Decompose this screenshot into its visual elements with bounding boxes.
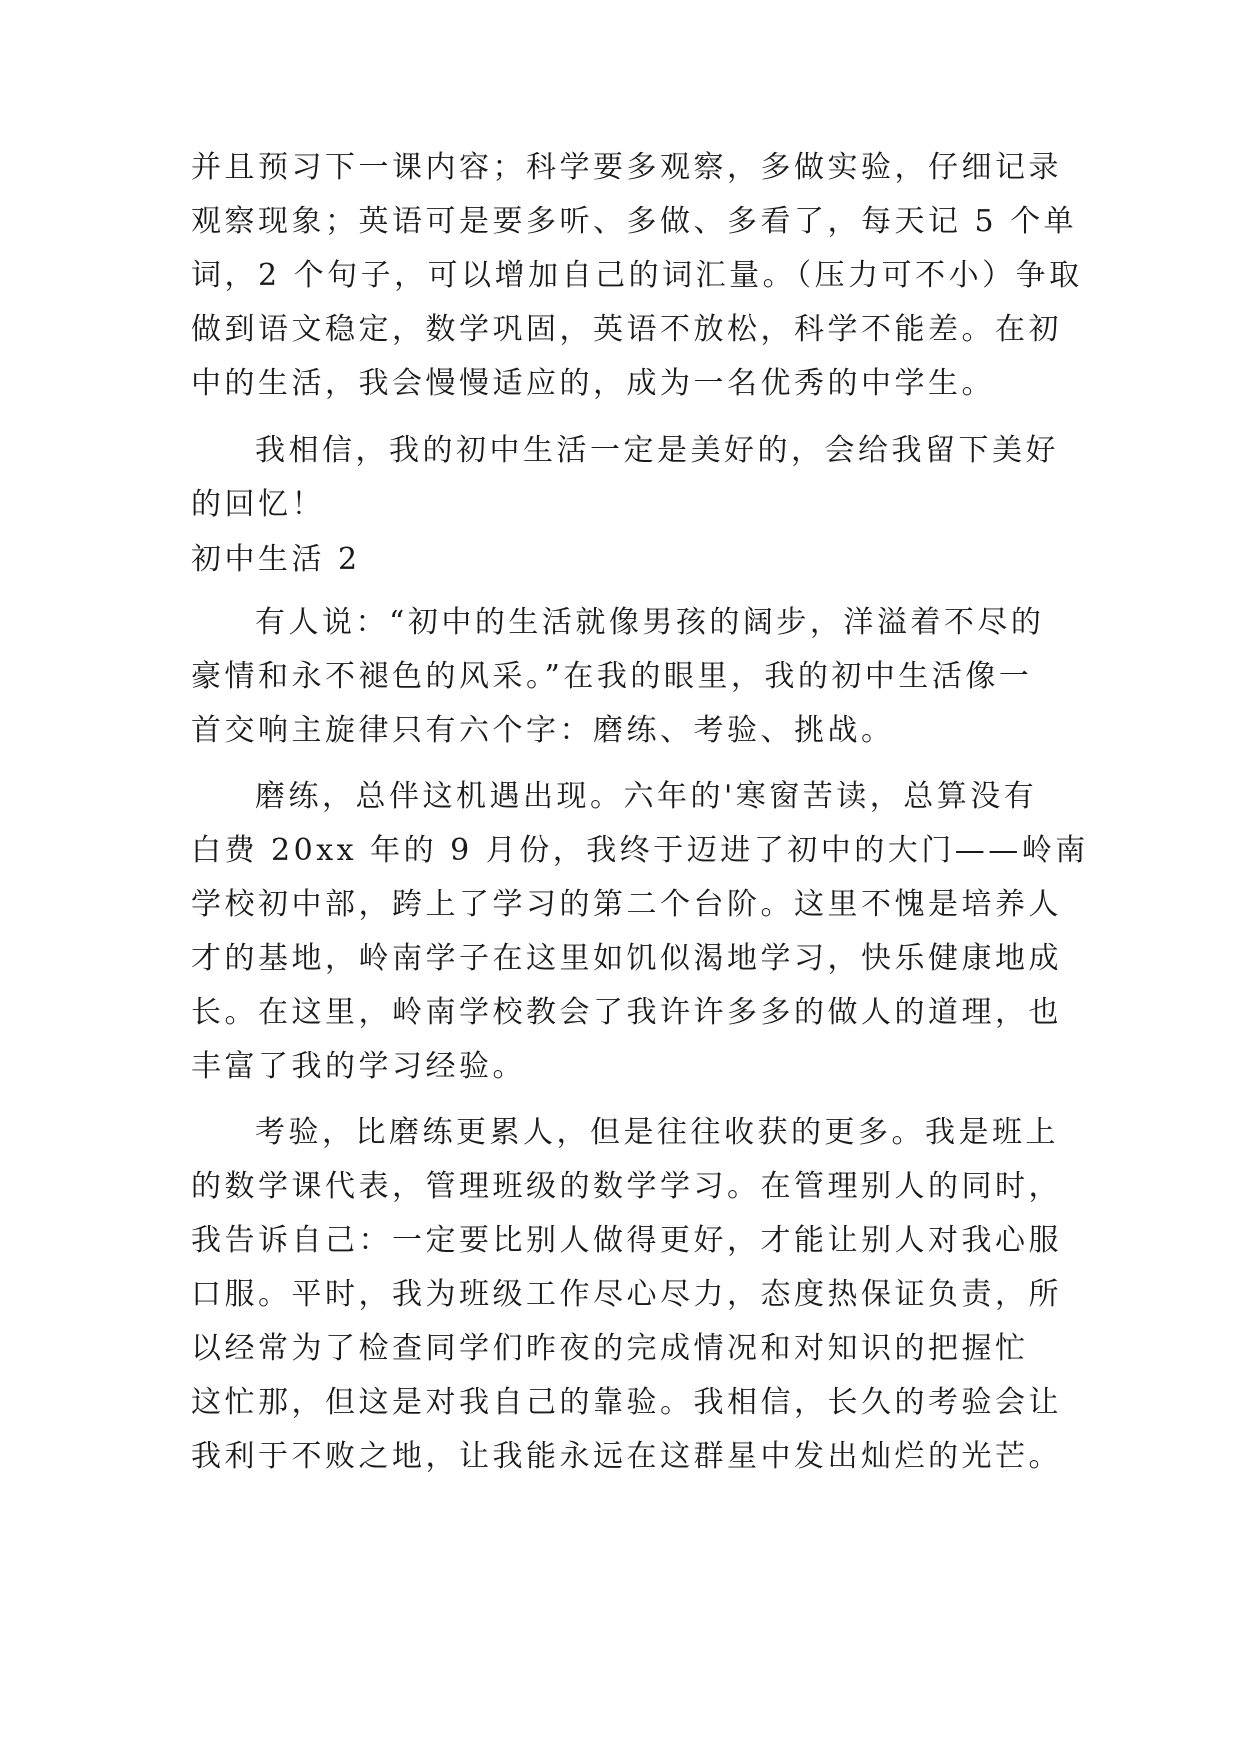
text-line: 并且预习下一课内容；科学要多观察，多做实验，仔细记录 (191, 150, 1062, 185)
text-line: 的回忆！ (191, 487, 325, 522)
text-line: 中的生活，我会慢慢适应的，成为一名优秀的中学生。 (191, 366, 995, 401)
paragraph-first-line: 磨练，总伴这机遇出现。六年的'寒窗苦读，总算没有 (255, 779, 1038, 814)
text-line: 我利于不败之地，让我能永远在这群星中发出灿烂的光芒。 (191, 1439, 1062, 1474)
text-line: 做到语文稳定，数学巩固，英语不放松，科学不能差。在初 (191, 312, 1062, 347)
text-line: 的数学课代表，管理班级的数学学习。在管理别人的同时， (191, 1169, 1062, 1204)
paragraph-first-line: 考验，比磨练更累人，但是往往收获的更多。我是班上 (255, 1115, 1059, 1150)
text-line: 首交响主旋律只有六个字：磨练、考验、挑战。 (191, 713, 895, 748)
section-heading: 初中生活 2 (191, 542, 361, 577)
text-line: 才的基地，岭南学子在这里如饥似渴地学习，快乐健康地成 (191, 941, 1062, 976)
text-line: 这忙那，但这是对我自己的靠验。我相信，长久的考验会让 (191, 1385, 1062, 1420)
text-line: 口服。平时，我为班级工作尽心尽力，态度热保证负责，所 (191, 1277, 1062, 1312)
text-line: 词，2 个句子，可以增加自己的词汇量。（压力可不小）争取 (191, 258, 1083, 293)
text-line: 我告诉自己：一定要比别人做得更好，才能让别人对我心服 (191, 1223, 1062, 1258)
text-line: 豪情和永不褪色的风采。”在我的眼里，我的初中生活像一 (191, 659, 1033, 694)
text-line: 长。在这里，岭南学校教会了我许许多多的做人的道理，也 (191, 995, 1062, 1030)
text-line: 学校初中部，跨上了学习的第二个台阶。这里不愧是培养人 (191, 887, 1062, 922)
text-line: 以经常为了检查同学们昨夜的完成情况和对知识的把握忙 (191, 1331, 1029, 1366)
paragraph-first-line: 我相信，我的初中生活一定是美好的，会给我留下美好 (255, 433, 1059, 468)
paragraph-first-line: 有人说：“初中的生活就像男孩的阔步，洋溢着不尽的 (255, 605, 1045, 640)
text-line: 丰富了我的学习经验。 (191, 1049, 526, 1084)
text-line: 白费 20xx 年的 9 月份，我终于迈进了初中的大门——岭南 (191, 833, 1089, 868)
text-line: 观察现象；英语可是要多听、多做、多看了，每天记 5 个单 (191, 204, 1078, 239)
